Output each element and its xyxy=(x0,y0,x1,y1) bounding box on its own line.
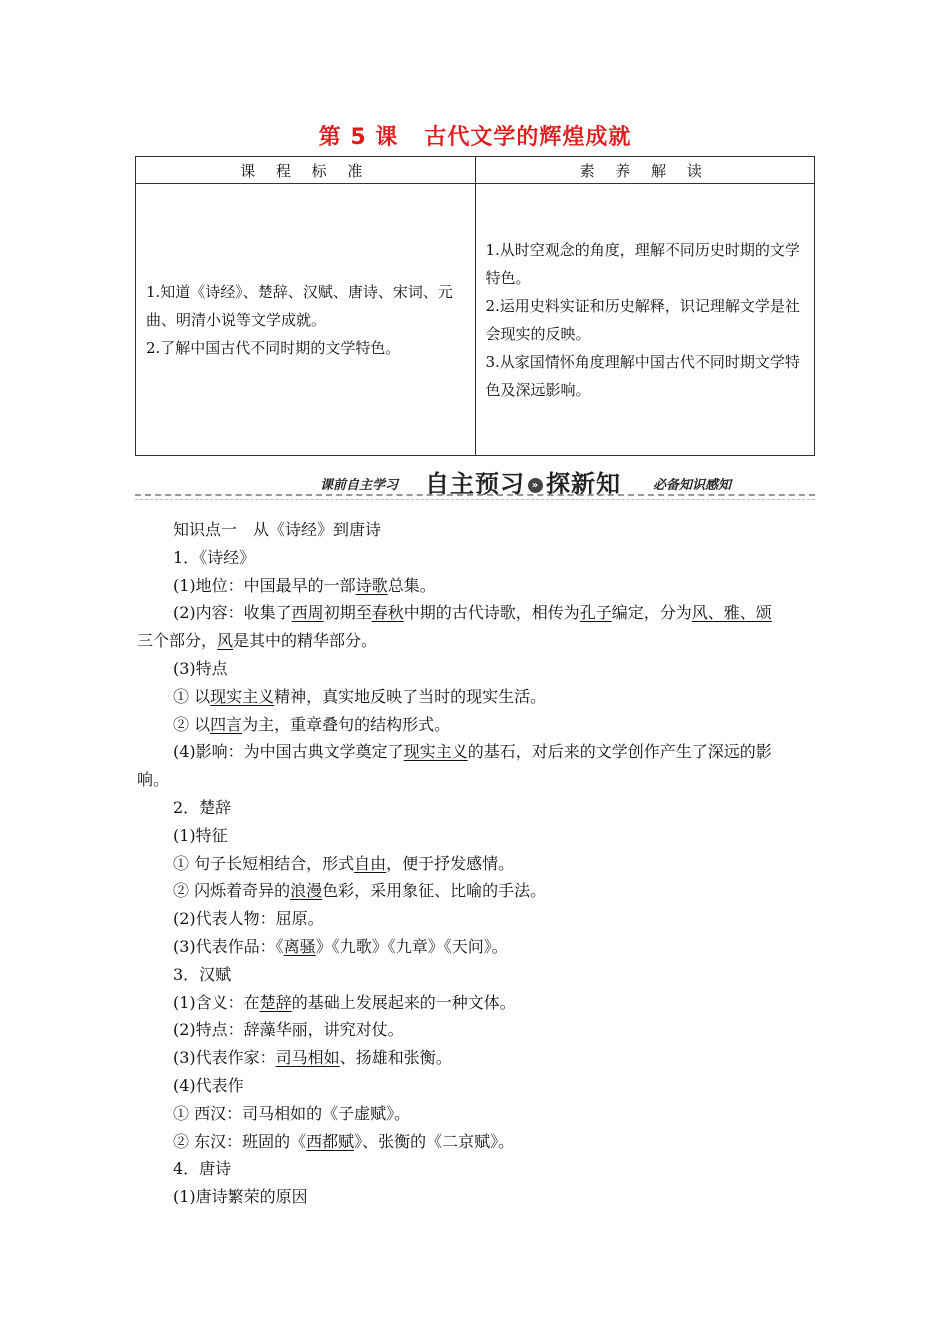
line-text: (1)特征 xyxy=(173,825,228,845)
answer-blank: 风 xyxy=(217,631,234,651)
line-text: 三个部分， xyxy=(137,631,218,651)
banner-divider xyxy=(135,499,815,500)
answer-blank: 现实主义 xyxy=(403,742,468,762)
answer-blank: 自由 xyxy=(354,853,387,873)
line-text: 为主，重章叠句的结构形式。 xyxy=(242,714,451,734)
literacy-item: 1.从时空观念的角度，理解不同历史时期的文学特色。 xyxy=(485,240,800,287)
line-text: 是其中的精华部分。 xyxy=(233,631,378,651)
line-text: 1．《诗经》 xyxy=(173,547,256,567)
section-banner xyxy=(135,462,815,502)
answer-blank: 西都赋 xyxy=(306,1131,355,1151)
content-line xyxy=(137,599,817,627)
content-line xyxy=(137,627,817,655)
lesson-number: 第 5 课 xyxy=(318,125,399,150)
answer-blank: 春秋 xyxy=(371,603,404,623)
line-text: (2)特点：辞藻华丽，讲究对仗。 xyxy=(173,1020,404,1040)
answer-blank: 司马相如 xyxy=(275,1048,340,1068)
content-line xyxy=(137,989,817,1017)
content-line xyxy=(137,1072,817,1100)
line-text: 的基础上发展起来的一种文体。 xyxy=(291,992,516,1012)
standard-item: 1.知道《诗经》、楚辞、汉赋、唐诗、宋词、元曲、明清小说等文学成就。 xyxy=(146,282,453,329)
line-text: (3)代表作品：《 xyxy=(173,936,284,956)
line-text: (1)含义：在 xyxy=(173,992,260,1012)
answer-blank: 西周 xyxy=(291,603,324,623)
line-text: 响。 xyxy=(137,770,170,790)
line-text: ，便于抒发感情。 xyxy=(386,853,515,873)
content-line xyxy=(137,683,817,711)
line-text: ① 以 xyxy=(173,686,211,706)
line-text: (4)代表作 xyxy=(173,1075,244,1095)
double-arrow-icon: » xyxy=(528,478,543,493)
content-line xyxy=(137,850,817,878)
answer-blank: 孔子 xyxy=(579,603,612,623)
answer-blank: 离骚 xyxy=(283,936,316,956)
line-text: (3)代表作家： xyxy=(173,1048,276,1068)
lesson-name: 古代文学的辉煌成就 xyxy=(424,125,632,150)
line-text: (1)地位：中国最早的一部 xyxy=(173,575,356,595)
literacy-cell xyxy=(475,184,815,456)
content-line xyxy=(137,711,817,739)
answer-blank: 诗歌 xyxy=(355,575,388,595)
line-text: 初期至 xyxy=(323,603,372,623)
content-line xyxy=(137,1155,817,1183)
content-line xyxy=(137,544,817,572)
content-line xyxy=(137,1016,817,1044)
banner-heading-part2: 探新知 xyxy=(546,470,621,498)
line-text: 知识点一 从《诗经》到唐诗 xyxy=(173,520,382,539)
page-title xyxy=(0,120,950,151)
content-line xyxy=(137,905,817,933)
line-text: 》《九歌》《九章》《天问》。 xyxy=(315,936,508,956)
content-line xyxy=(137,516,817,544)
answer-blank: 四言 xyxy=(210,714,243,734)
content-line xyxy=(137,961,817,989)
content-line xyxy=(137,933,817,961)
answer-blank: 现实主义 xyxy=(210,686,275,706)
content-line xyxy=(137,1128,817,1156)
content-line xyxy=(137,1044,817,1072)
content-line xyxy=(137,794,817,822)
line-text: 3．汉赋 xyxy=(173,964,232,984)
line-text: 4．唐诗 xyxy=(173,1159,232,1179)
banner-divider xyxy=(135,494,815,496)
line-text: 的基石，对后来的文学创作产生了深远的影 xyxy=(467,742,772,762)
content-line xyxy=(137,1100,817,1128)
line-text: (2)内容：收集了 xyxy=(173,603,292,623)
content-line xyxy=(137,766,817,794)
banner-heading-part1: 自主预习 xyxy=(425,470,525,498)
line-text: ① 句子长短相结合，形式 xyxy=(173,853,355,873)
literacy-item: 3.从家国情怀角度理解中国古代不同时期文学特色及深远影响。 xyxy=(485,352,800,399)
header-standard: 课 程 标 准 xyxy=(136,157,476,184)
content-line xyxy=(137,877,817,905)
curriculum-table xyxy=(135,156,815,456)
content-line xyxy=(137,822,817,850)
line-text: (4)影响：为中国古典文学奠定了 xyxy=(173,742,404,762)
literacy-item: 2.运用史料实证和历史解释，识记理解文学是社会现实的反映。 xyxy=(485,296,800,343)
answer-blank: 楚辞 xyxy=(259,992,292,1012)
line-text: ② 东汉：班固的《 xyxy=(173,1131,307,1151)
content-line xyxy=(137,655,817,683)
answer-blank: 风、雅、颂 xyxy=(691,603,772,623)
standard-cell xyxy=(136,184,476,456)
content-line xyxy=(137,572,817,600)
line-text: 总集。 xyxy=(387,575,436,595)
header-literacy: 素 养 解 读 xyxy=(475,157,815,184)
answer-blank: 浪漫 xyxy=(290,881,323,901)
line-text: 2．楚辞 xyxy=(173,797,232,817)
lesson-content xyxy=(137,516,817,1211)
banner-right-label: 必备知识感知 xyxy=(653,478,732,493)
line-text: 、扬雄和张衡。 xyxy=(339,1048,452,1068)
standard-item: 2.了解中国古代不同时期的文学特色。 xyxy=(146,338,401,357)
line-text: ② 以 xyxy=(173,714,211,734)
line-text: 精神，真实地反映了当时的现实生活。 xyxy=(274,686,547,706)
line-text: 编定，分为 xyxy=(611,603,692,623)
line-text: (1)唐诗繁荣的原因 xyxy=(173,1187,308,1207)
line-text: 色彩，采用象征、比喻的手法。 xyxy=(322,881,547,901)
line-text: ② 闪烁着奇异的 xyxy=(173,881,291,901)
banner-left-label: 课前自主学习 xyxy=(320,478,399,493)
line-text: 中期的古代诗歌，相传为 xyxy=(403,603,580,623)
content-line xyxy=(137,738,817,766)
line-text: 》、张衡的《二京赋》。 xyxy=(354,1131,515,1151)
line-text: (2)代表人物：屈原。 xyxy=(173,909,324,929)
line-text: ① 西汉：司马相如的《子虚赋》。 xyxy=(173,1103,411,1123)
line-text: (3)特点 xyxy=(173,658,228,678)
content-line xyxy=(137,1183,817,1211)
